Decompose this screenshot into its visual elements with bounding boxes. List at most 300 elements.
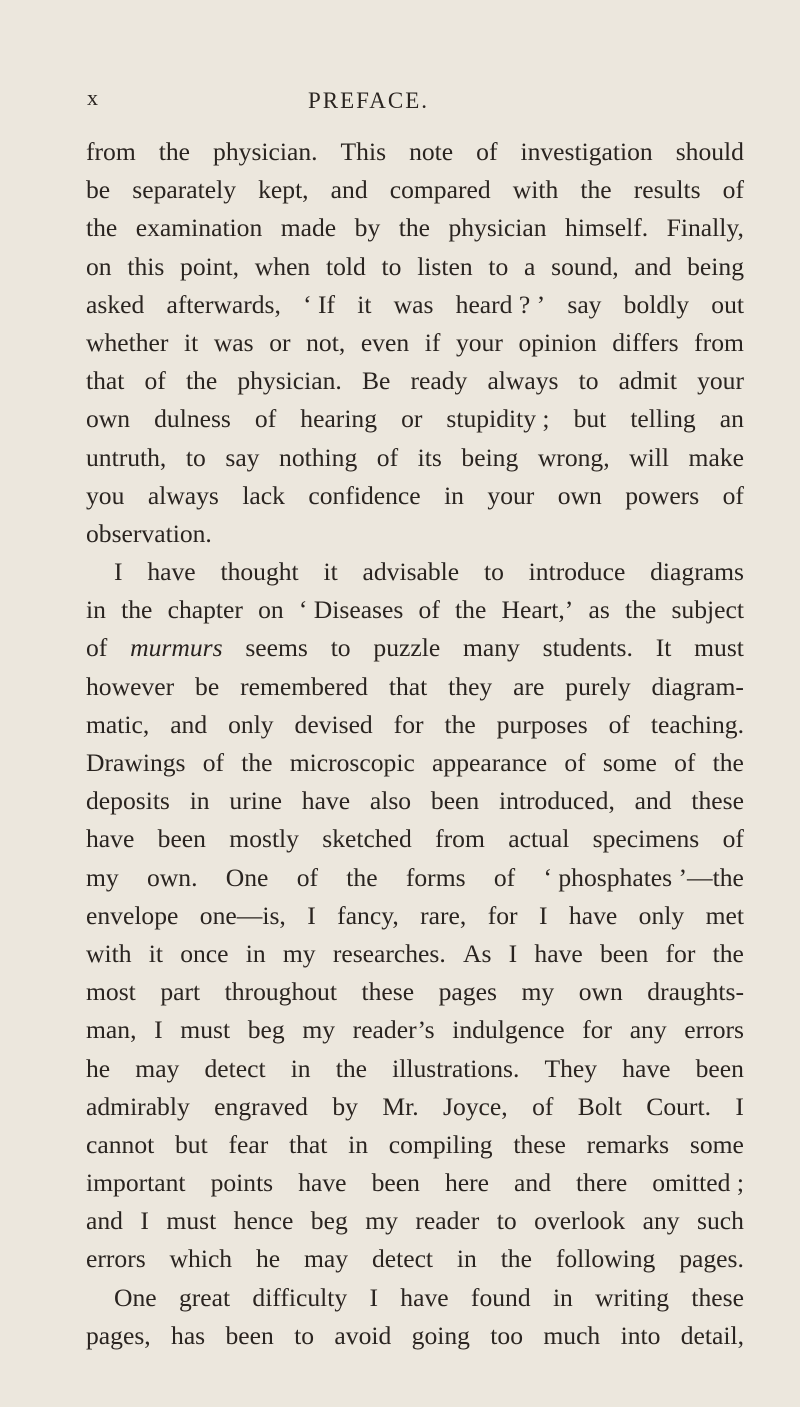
word: advisable <box>362 557 460 587</box>
word: note <box>409 137 454 166</box>
word: these <box>513 1129 566 1159</box>
word: reader <box>415 1206 480 1236</box>
word: part <box>160 977 201 1007</box>
word: to <box>483 557 504 587</box>
word: too <box>490 1320 524 1350</box>
word: but <box>174 1129 208 1159</box>
word: of <box>674 748 696 777</box>
word: your <box>455 327 503 357</box>
word: some <box>689 1129 744 1159</box>
word: was <box>393 289 434 319</box>
word: in <box>552 1282 573 1312</box>
word: Drawings <box>86 748 186 777</box>
text-line <box>86 935 744 973</box>
word: any <box>642 1206 680 1236</box>
word: I <box>114 557 123 587</box>
word: opinion <box>518 327 597 357</box>
word: illustrations. <box>392 1053 520 1083</box>
word: deposits <box>86 786 170 816</box>
word: lack <box>242 480 285 510</box>
word: been <box>157 824 206 854</box>
text-line <box>86 1240 744 1278</box>
word: draughts- <box>647 977 744 1007</box>
word: admit <box>618 366 677 396</box>
word: have <box>622 1053 671 1083</box>
text-line <box>86 477 744 515</box>
word: you <box>86 480 125 510</box>
word: envelope <box>86 900 179 930</box>
word: for <box>393 709 424 739</box>
text-line <box>86 820 744 858</box>
word: much <box>543 1320 601 1350</box>
word: of <box>202 748 225 777</box>
word: has <box>171 1320 206 1350</box>
word: It <box>655 633 672 663</box>
word: own. <box>147 862 198 892</box>
word: of <box>564 748 586 777</box>
word: of <box>476 137 498 166</box>
word: ‘ Diseases <box>298 595 404 625</box>
word: when <box>254 251 311 281</box>
word: admirably <box>86 1091 190 1121</box>
word: physician <box>448 213 547 243</box>
word: must <box>694 633 744 663</box>
word: make <box>688 442 744 472</box>
word: your <box>697 366 744 396</box>
word: sketched <box>322 824 412 854</box>
word: found <box>470 1282 531 1312</box>
word: to <box>185 442 206 472</box>
word: teaching. <box>650 709 744 739</box>
word: important <box>86 1168 186 1198</box>
word: it <box>323 557 338 587</box>
word: mostly <box>229 824 299 854</box>
word: indulgence <box>452 1015 565 1045</box>
word: with <box>86 938 132 968</box>
word: matic, <box>86 709 150 739</box>
word: chapter <box>167 595 243 625</box>
text-line <box>86 324 744 362</box>
word: and <box>86 1206 123 1236</box>
word: powers <box>625 480 700 510</box>
word: detect <box>371 1244 434 1274</box>
word: however <box>86 671 175 701</box>
word: the <box>500 1244 532 1274</box>
word: also <box>369 786 412 816</box>
word: remembered <box>240 671 368 701</box>
word: physician. <box>237 366 342 396</box>
word: ready <box>410 366 468 396</box>
word: here <box>444 1168 489 1198</box>
word: have <box>147 557 196 587</box>
word: been <box>695 1053 744 1083</box>
word: as <box>588 595 610 625</box>
word: researches. <box>332 938 446 968</box>
word: and <box>170 709 208 739</box>
word: on <box>86 251 112 281</box>
word: Court. <box>646 1091 711 1121</box>
word: diagram- <box>651 671 744 701</box>
text-line <box>86 973 744 1011</box>
text-line <box>86 1050 744 1088</box>
word: in <box>348 1129 369 1159</box>
word: in <box>290 1053 311 1083</box>
word: most <box>86 977 136 1007</box>
word: I <box>538 900 548 930</box>
word: throughout <box>224 977 337 1007</box>
word: seems <box>245 633 308 663</box>
word: the <box>86 213 118 243</box>
word: beg <box>247 1015 285 1045</box>
word: of <box>722 824 744 854</box>
word: the <box>624 595 657 625</box>
word: urine <box>229 786 282 816</box>
word: for <box>665 938 696 968</box>
word: I <box>154 1015 163 1045</box>
word: and <box>634 786 672 816</box>
word: should <box>675 137 744 166</box>
preface-body-text <box>86 133 744 1355</box>
word: these <box>691 786 744 816</box>
word: errors <box>684 1015 744 1045</box>
word: errors <box>86 1244 146 1274</box>
word: its <box>417 442 442 472</box>
word: the <box>712 938 744 968</box>
word: the <box>346 862 378 892</box>
word: not, <box>306 327 346 357</box>
word: my <box>302 1015 336 1045</box>
text-line <box>86 286 744 324</box>
word: Joyce, <box>443 1091 508 1121</box>
word: being <box>687 251 744 281</box>
word: which <box>169 1244 233 1274</box>
text-line <box>86 553 744 591</box>
word: been <box>225 1320 274 1350</box>
word: of <box>296 862 319 892</box>
word: differs <box>612 327 679 357</box>
word: appearance <box>432 748 548 777</box>
word: these <box>361 977 415 1007</box>
word: that <box>86 366 125 396</box>
word: One <box>225 862 269 892</box>
word: once <box>180 938 229 968</box>
word: one—is, <box>199 900 286 930</box>
text-line <box>86 400 744 438</box>
word: some <box>602 748 657 777</box>
word: of <box>418 595 440 625</box>
word: say <box>225 442 260 472</box>
word: own <box>86 404 131 434</box>
word: of <box>254 404 277 434</box>
text-line <box>86 362 744 400</box>
word: by <box>332 1091 358 1121</box>
word: whether <box>86 327 169 357</box>
word: an <box>719 404 744 434</box>
word: being <box>461 442 519 472</box>
word: of <box>493 862 516 892</box>
word: own <box>578 977 623 1007</box>
word: introduced, <box>499 786 615 816</box>
word: only <box>228 709 274 739</box>
word: with <box>512 175 559 205</box>
word: say <box>567 289 602 319</box>
text-line <box>86 782 744 820</box>
word: Be <box>361 366 391 396</box>
word: I <box>307 900 316 930</box>
word: great <box>178 1282 231 1312</box>
word: diagrams <box>650 557 744 587</box>
word: may <box>304 1244 349 1274</box>
word: compared <box>389 175 491 205</box>
word: This <box>340 137 387 166</box>
word: sound, <box>551 251 619 281</box>
word: of <box>376 442 399 472</box>
word: may <box>135 1053 180 1083</box>
word: my <box>282 938 316 968</box>
word: my <box>521 977 555 1007</box>
page-number: x <box>87 85 99 110</box>
word: any <box>629 1015 667 1045</box>
word: been <box>371 1168 420 1198</box>
word: remarks <box>586 1129 670 1159</box>
word: have <box>568 900 618 930</box>
word: be <box>86 175 111 205</box>
text-line <box>86 209 744 247</box>
word: telling <box>630 404 696 434</box>
text-line <box>86 171 744 209</box>
word: of <box>532 1091 554 1121</box>
word: own <box>557 480 602 510</box>
text-line <box>86 1164 744 1202</box>
word: Bolt <box>577 1091 622 1121</box>
word: for <box>582 1015 613 1045</box>
word: I <box>508 938 518 968</box>
word: for <box>487 900 518 930</box>
word: told <box>325 251 366 281</box>
word: even <box>360 327 410 357</box>
word: devised <box>294 709 373 739</box>
word: confidence <box>308 480 421 510</box>
word: asked <box>86 289 145 319</box>
word: pages. <box>679 1244 744 1274</box>
text-line <box>86 897 744 935</box>
word: the <box>455 595 487 625</box>
word: kept, <box>258 175 309 205</box>
word: only <box>638 900 685 930</box>
word: difficulty <box>252 1282 348 1312</box>
word: are <box>513 671 545 701</box>
word: detail, <box>680 1320 744 1350</box>
text-line <box>86 439 744 477</box>
word: in <box>86 595 106 625</box>
word: from <box>694 327 744 357</box>
text-line <box>86 133 744 171</box>
word: Finally, <box>666 213 744 243</box>
word: been <box>599 938 649 968</box>
word: compiling <box>388 1129 493 1159</box>
word: have <box>400 1282 449 1312</box>
word: afterwards, <box>166 289 281 319</box>
word: always <box>487 366 559 396</box>
word: in <box>245 938 266 968</box>
word: omitted ; <box>652 1168 744 1198</box>
word: it <box>184 327 199 357</box>
word: reader’s <box>352 1015 435 1045</box>
word: subject <box>671 595 744 625</box>
word: was <box>213 327 254 357</box>
word: always <box>147 480 219 510</box>
word: purely <box>565 671 631 701</box>
word: I <box>735 1091 744 1121</box>
word: to <box>578 366 599 396</box>
word: rare, <box>420 900 467 930</box>
word: in <box>456 1244 477 1274</box>
running-header <box>0 85 800 119</box>
text-line <box>86 1011 744 1049</box>
word: dulness <box>154 404 231 434</box>
word: the <box>335 1053 367 1083</box>
text-line <box>86 515 744 553</box>
word: following <box>555 1244 656 1274</box>
word: man, <box>86 1015 137 1045</box>
word: Mr. <box>382 1091 419 1121</box>
word: I <box>369 1282 378 1312</box>
word: or <box>401 404 423 434</box>
word: engraved <box>214 1091 308 1121</box>
word: fancy, <box>337 900 399 930</box>
text-line <box>86 1202 744 1240</box>
word: to <box>496 1206 517 1236</box>
word: the <box>444 709 476 739</box>
word: they <box>448 671 493 701</box>
word: it <box>357 289 372 319</box>
word: pages, <box>86 1320 151 1350</box>
word: point, <box>180 251 240 281</box>
word: going <box>411 1320 470 1350</box>
word: the <box>241 748 273 777</box>
word: to <box>488 251 509 281</box>
word: this <box>127 251 165 281</box>
word: overlook <box>534 1206 626 1236</box>
word: the <box>121 595 153 625</box>
word: listen <box>417 251 473 281</box>
word: but <box>573 404 607 434</box>
word: I <box>140 1206 149 1236</box>
word: nothing <box>279 442 358 472</box>
word: such <box>697 1206 744 1236</box>
word: microscopic <box>289 748 415 777</box>
word: of <box>722 480 744 510</box>
word: have <box>534 938 583 968</box>
word: into <box>620 1320 661 1350</box>
word: my <box>365 1206 398 1236</box>
word: it <box>148 938 163 968</box>
word: As <box>463 938 492 968</box>
word: made <box>280 213 337 243</box>
word: of <box>608 709 630 739</box>
word: murmurs <box>130 633 223 663</box>
word: heard ? ’ <box>455 289 546 319</box>
word: be <box>195 671 220 701</box>
text-line <box>86 706 744 744</box>
word: hearing <box>300 404 378 434</box>
word: observation. <box>86 518 212 548</box>
text-line <box>86 668 744 706</box>
word: hence <box>233 1206 294 1236</box>
text-line <box>86 248 744 286</box>
word: he <box>86 1053 111 1083</box>
text-line <box>86 1279 744 1317</box>
word: been <box>430 786 480 816</box>
text-line <box>86 744 744 782</box>
word: detect <box>204 1053 266 1083</box>
word: introduce <box>528 557 626 587</box>
word: by <box>354 213 381 243</box>
word: must <box>166 1206 217 1236</box>
word: there <box>576 1168 628 1198</box>
word: the <box>398 213 430 243</box>
word: untruth, <box>86 442 167 472</box>
word: purposes <box>496 709 588 739</box>
word: They <box>544 1053 598 1083</box>
word: and <box>514 1168 551 1198</box>
word: fear <box>228 1129 269 1159</box>
word: investigation <box>520 137 653 166</box>
word: if <box>424 327 441 357</box>
word: forms <box>405 862 466 892</box>
word: avoid <box>334 1320 392 1350</box>
word: ‘ phosphates ’—the <box>543 862 744 892</box>
word: physician. <box>213 137 318 166</box>
word: he <box>255 1244 281 1274</box>
word: from <box>435 824 485 854</box>
word: these <box>691 1282 744 1312</box>
word: have <box>86 824 135 854</box>
word: of <box>722 175 744 205</box>
running-title: PREFACE. <box>308 88 430 113</box>
word: that <box>388 671 428 701</box>
word: boldly <box>623 289 690 319</box>
word: pages <box>438 977 497 1007</box>
word: One <box>114 1282 157 1312</box>
word: and <box>634 251 672 281</box>
text-line <box>86 1088 744 1126</box>
text-line <box>86 1126 744 1164</box>
word: points <box>210 1168 274 1198</box>
word: will <box>629 442 669 472</box>
word: writing <box>595 1282 670 1312</box>
word: wrong, <box>537 442 610 472</box>
word: stupidity ; <box>446 404 550 434</box>
word: specimens <box>592 824 700 854</box>
word: separately <box>132 175 237 205</box>
word: results <box>633 175 701 205</box>
word: in <box>189 786 210 816</box>
word: many <box>462 633 520 663</box>
word: ‘ If <box>303 289 336 319</box>
word: on <box>258 595 284 625</box>
word: examination <box>135 213 263 243</box>
word: the <box>712 748 744 777</box>
word: the <box>185 366 218 396</box>
word: a <box>524 251 536 281</box>
word: have <box>298 1168 347 1198</box>
word: thought <box>220 557 299 587</box>
word: beg <box>310 1206 348 1236</box>
word: must <box>180 1015 231 1045</box>
word: puzzle <box>373 633 441 663</box>
word: out <box>711 289 744 319</box>
